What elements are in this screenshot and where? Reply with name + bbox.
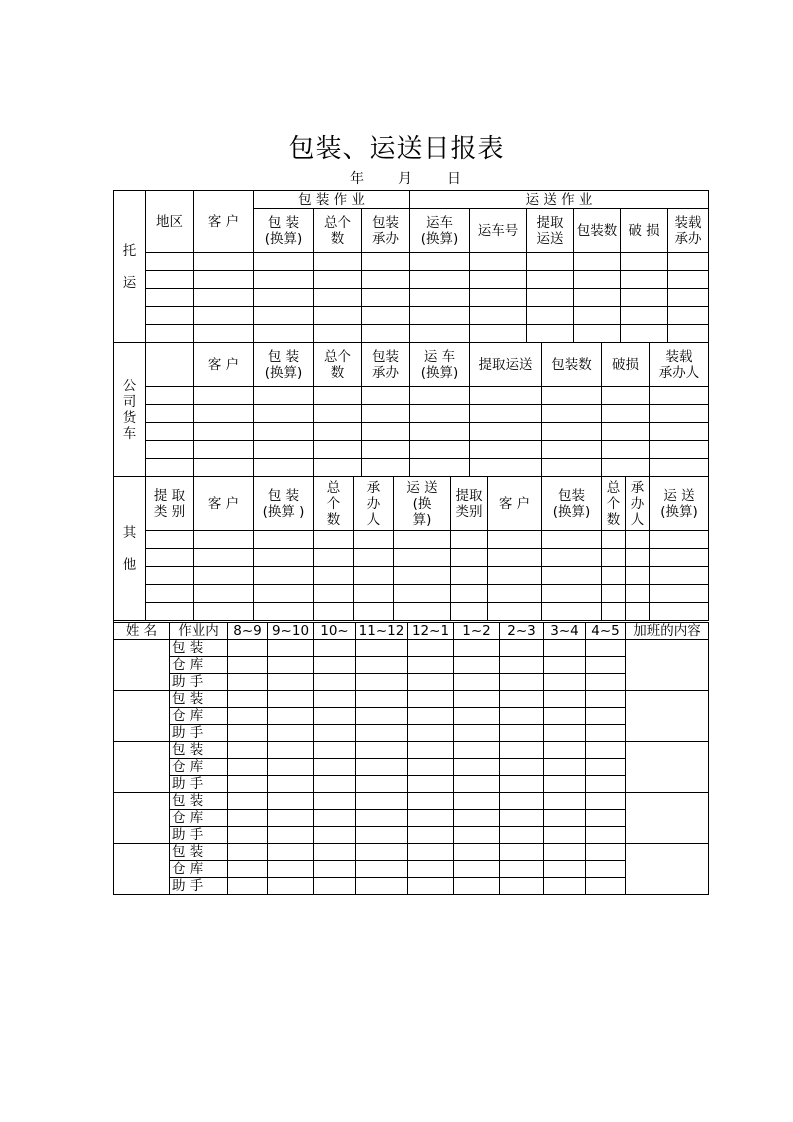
hour-cell bbox=[586, 657, 626, 674]
hour-cell bbox=[408, 725, 454, 742]
table-row bbox=[114, 289, 709, 307]
hour-cell bbox=[268, 691, 314, 708]
hour-cell bbox=[586, 878, 626, 895]
hour-cell bbox=[454, 640, 500, 657]
table-row bbox=[114, 585, 709, 603]
hour-cell bbox=[268, 742, 314, 759]
hour-cell bbox=[356, 725, 408, 742]
table-row bbox=[114, 271, 709, 289]
hour-cell bbox=[500, 640, 544, 657]
header-packing-converted-2: 包装 (换算) bbox=[542, 477, 602, 531]
header-hour-10: 10~ bbox=[314, 623, 356, 640]
hour-cell bbox=[454, 708, 500, 725]
hour-cell bbox=[408, 878, 454, 895]
table-row bbox=[114, 405, 709, 423]
hour-cell bbox=[268, 759, 314, 776]
header-overtime-content: 加班的内容 bbox=[626, 623, 709, 640]
hour-cell bbox=[408, 657, 454, 674]
hour-cell bbox=[454, 657, 500, 674]
staff-task-row bbox=[114, 793, 709, 810]
hour-cell bbox=[408, 674, 454, 691]
hour-cell bbox=[356, 708, 408, 725]
staff-task-row bbox=[114, 657, 709, 674]
hour-cell bbox=[228, 793, 268, 810]
hour-cell bbox=[408, 742, 454, 759]
staff-name-cell bbox=[114, 640, 170, 691]
header-total-count-2: 总 个 数 bbox=[602, 477, 626, 531]
hour-cell bbox=[586, 759, 626, 776]
header-hour-11-12: 11~12 bbox=[356, 623, 408, 640]
hour-cell bbox=[228, 759, 268, 776]
hour-cell bbox=[356, 691, 408, 708]
hour-cell bbox=[268, 640, 314, 657]
staff-task-row bbox=[114, 674, 709, 691]
hour-cell bbox=[356, 878, 408, 895]
hour-cell bbox=[408, 708, 454, 725]
hour-cell bbox=[228, 742, 268, 759]
group-shipping-work: 运 送 作 业 bbox=[410, 191, 709, 209]
hour-cell bbox=[500, 878, 544, 895]
header-handler: 承 办 人 bbox=[354, 477, 394, 531]
hour-cell bbox=[228, 878, 268, 895]
table-row bbox=[114, 325, 709, 343]
header-packing-handler: 包装 承办 bbox=[362, 209, 410, 253]
table-row bbox=[114, 253, 709, 271]
hour-cell bbox=[356, 742, 408, 759]
hour-cell bbox=[586, 827, 626, 844]
hour-cell bbox=[544, 878, 586, 895]
hour-cell bbox=[454, 674, 500, 691]
header-packing-handler: 包装 承办 bbox=[362, 343, 410, 387]
header-hour-8-9: 8~9 bbox=[228, 623, 268, 640]
hour-cell bbox=[268, 725, 314, 742]
header-customer: 客 户 bbox=[194, 343, 254, 387]
hour-cell bbox=[408, 691, 454, 708]
staff-hours-table bbox=[113, 622, 709, 895]
hour-cell bbox=[408, 793, 454, 810]
hour-cell bbox=[314, 640, 356, 657]
hour-cell bbox=[544, 725, 586, 742]
staff-task-row bbox=[114, 844, 709, 861]
hour-cell bbox=[500, 691, 544, 708]
header-customer-2: 客 户 bbox=[488, 477, 542, 531]
header-hour-3-4: 3~4 bbox=[544, 623, 586, 640]
hour-cell bbox=[314, 657, 356, 674]
staff-task-label: 仓 库 bbox=[170, 759, 228, 776]
consignment-table bbox=[113, 190, 709, 343]
hour-cell bbox=[586, 776, 626, 793]
hour-cell bbox=[356, 776, 408, 793]
header-pickup-type: 提 取 类 别 bbox=[146, 477, 194, 531]
hour-cell bbox=[544, 708, 586, 725]
overtime-cell bbox=[626, 691, 709, 742]
staff-task-label: 助 手 bbox=[170, 674, 228, 691]
hour-cell bbox=[314, 674, 356, 691]
hour-cell bbox=[314, 691, 356, 708]
hour-cell bbox=[356, 759, 408, 776]
header-total-count: 总个 数 bbox=[314, 209, 362, 253]
hour-cell bbox=[586, 810, 626, 827]
hour-cell bbox=[356, 827, 408, 844]
header-hour-1-2: 1~2 bbox=[454, 623, 500, 640]
staff-name-cell bbox=[114, 742, 170, 793]
hour-cell bbox=[544, 691, 586, 708]
hour-cell bbox=[454, 742, 500, 759]
staff-task-row bbox=[114, 640, 709, 657]
hour-cell bbox=[500, 708, 544, 725]
hour-cell bbox=[500, 657, 544, 674]
header-truck-number: 运车号 bbox=[470, 209, 527, 253]
hour-cell bbox=[356, 674, 408, 691]
hour-cell bbox=[268, 844, 314, 861]
report-title: 包装、运送日报表 bbox=[288, 134, 505, 164]
header-customer: 客 户 bbox=[194, 477, 254, 531]
header-shipping-converted: 运 送 (换 算) bbox=[394, 477, 451, 531]
hour-cell bbox=[454, 691, 500, 708]
table-row bbox=[114, 459, 709, 477]
hour-cell bbox=[228, 708, 268, 725]
hour-cell bbox=[228, 827, 268, 844]
hour-cell bbox=[268, 827, 314, 844]
staff-task-label: 包 装 bbox=[170, 742, 228, 759]
staff-task-label: 包 装 bbox=[170, 844, 228, 861]
hour-cell bbox=[500, 759, 544, 776]
hour-cell bbox=[408, 776, 454, 793]
staff-task-label: 仓 库 bbox=[170, 708, 228, 725]
staff-task-label: 助 手 bbox=[170, 725, 228, 742]
staff-name-cell bbox=[114, 793, 170, 844]
hour-cell bbox=[586, 708, 626, 725]
hour-cell bbox=[314, 793, 356, 810]
header-task: 作业内 bbox=[170, 623, 228, 640]
hour-cell bbox=[454, 810, 500, 827]
hour-cell bbox=[356, 640, 408, 657]
hour-cell bbox=[544, 759, 586, 776]
section-label-consignment: 托 运 bbox=[114, 191, 146, 343]
hour-cell bbox=[408, 844, 454, 861]
date-day: 日 bbox=[447, 171, 461, 187]
hour-cell bbox=[268, 810, 314, 827]
hour-cell bbox=[228, 691, 268, 708]
header-truck-converted: 运 车 (换算) bbox=[410, 343, 470, 387]
staff-task-label: 助 手 bbox=[170, 827, 228, 844]
hour-cell bbox=[268, 657, 314, 674]
hour-cell bbox=[586, 844, 626, 861]
header-hour-4-5: 4~5 bbox=[586, 623, 626, 640]
header-loading-handler: 装载 承办人 bbox=[650, 343, 709, 387]
header-packing-converted: 包 装 (换算 ) bbox=[254, 477, 314, 531]
hour-cell bbox=[228, 674, 268, 691]
staff-task-label: 包 装 bbox=[170, 691, 228, 708]
staff-task-row bbox=[114, 776, 709, 793]
hour-cell bbox=[268, 878, 314, 895]
hour-cell bbox=[314, 861, 356, 878]
hour-cell bbox=[500, 725, 544, 742]
header-hour-2-3: 2~3 bbox=[500, 623, 544, 640]
header-package-count: 包装数 bbox=[574, 209, 621, 253]
header-pickup-type-2: 提取 类别 bbox=[451, 477, 488, 531]
hour-cell bbox=[268, 708, 314, 725]
hour-cell bbox=[228, 861, 268, 878]
hour-cell bbox=[314, 708, 356, 725]
hour-cell bbox=[500, 674, 544, 691]
header-package-count: 包装数 bbox=[542, 343, 602, 387]
staff-body bbox=[114, 640, 709, 895]
hour-cell bbox=[544, 861, 586, 878]
hour-cell bbox=[356, 810, 408, 827]
hour-cell bbox=[454, 776, 500, 793]
hour-cell bbox=[500, 742, 544, 759]
hour-cell bbox=[314, 742, 356, 759]
table-row bbox=[114, 567, 709, 585]
hour-cell bbox=[454, 725, 500, 742]
section-label-other: 其 他 bbox=[114, 477, 146, 621]
header-pickup-delivery: 提取运送 bbox=[470, 343, 542, 387]
hour-cell bbox=[500, 861, 544, 878]
header-packing-converted: 包 装 (换算) bbox=[254, 343, 314, 387]
staff-task-label: 仓 库 bbox=[170, 810, 228, 827]
hour-cell bbox=[586, 742, 626, 759]
table-row bbox=[114, 307, 709, 325]
staff-task-row bbox=[114, 725, 709, 742]
staff-task-row bbox=[114, 708, 709, 725]
hour-cell bbox=[314, 759, 356, 776]
hour-cell bbox=[268, 674, 314, 691]
hour-cell bbox=[586, 725, 626, 742]
hour-cell bbox=[314, 844, 356, 861]
hour-cell bbox=[500, 844, 544, 861]
hour-cell bbox=[586, 793, 626, 810]
hour-cell bbox=[314, 878, 356, 895]
hour-cell bbox=[500, 776, 544, 793]
header-customer: 客 户 bbox=[194, 191, 254, 253]
hour-cell bbox=[228, 725, 268, 742]
overtime-cell bbox=[626, 844, 709, 895]
staff-task-row bbox=[114, 878, 709, 895]
hour-cell bbox=[544, 776, 586, 793]
table-row bbox=[114, 603, 709, 621]
date-year: 年 bbox=[350, 171, 364, 187]
staff-task-label: 仓 库 bbox=[170, 657, 228, 674]
hour-cell bbox=[586, 674, 626, 691]
hour-cell bbox=[408, 827, 454, 844]
hour-cell bbox=[356, 844, 408, 861]
section-label-company-truck: 公 司 货 车 bbox=[114, 343, 146, 477]
overtime-cell bbox=[626, 793, 709, 844]
header-name: 姓 名 bbox=[114, 623, 170, 640]
hour-cell bbox=[268, 861, 314, 878]
hour-cell bbox=[544, 657, 586, 674]
hour-cell bbox=[228, 640, 268, 657]
staff-task-row bbox=[114, 759, 709, 776]
hour-cell bbox=[544, 742, 586, 759]
hour-cell bbox=[314, 776, 356, 793]
hour-cell bbox=[544, 844, 586, 861]
hour-cell bbox=[586, 691, 626, 708]
staff-task-label: 助 手 bbox=[170, 878, 228, 895]
header-handler-2: 承 办 人 bbox=[626, 477, 650, 531]
hour-cell bbox=[454, 793, 500, 810]
hour-cell bbox=[454, 844, 500, 861]
header-shipping-converted-2: 运 送 (换算) bbox=[650, 477, 709, 531]
hour-cell bbox=[228, 810, 268, 827]
staff-task-row bbox=[114, 861, 709, 878]
header-region: 地区 bbox=[146, 191, 194, 253]
company-truck-table bbox=[113, 342, 709, 477]
date-month: 月 bbox=[398, 171, 412, 187]
hour-cell bbox=[500, 793, 544, 810]
table-row bbox=[114, 423, 709, 441]
header-hour-9-10: 9~10 bbox=[268, 623, 314, 640]
hour-cell bbox=[454, 759, 500, 776]
hour-cell bbox=[544, 674, 586, 691]
header-loading-handler: 装载 承办 bbox=[668, 209, 709, 253]
table-row bbox=[114, 387, 709, 405]
hour-cell bbox=[408, 861, 454, 878]
hour-cell bbox=[356, 793, 408, 810]
other-table bbox=[113, 476, 709, 621]
table-row bbox=[114, 531, 709, 549]
hour-cell bbox=[500, 810, 544, 827]
staff-task-label: 包 装 bbox=[170, 793, 228, 810]
hour-cell bbox=[544, 793, 586, 810]
group-packing-work: 包 装 作 业 bbox=[254, 191, 410, 209]
overtime-cell bbox=[626, 742, 709, 793]
hour-cell bbox=[228, 657, 268, 674]
staff-header-row bbox=[114, 623, 709, 640]
overtime-cell bbox=[626, 640, 709, 691]
hour-cell bbox=[268, 776, 314, 793]
staff-name-cell bbox=[114, 844, 170, 895]
hour-cell bbox=[356, 657, 408, 674]
hour-cell bbox=[228, 776, 268, 793]
hour-cell bbox=[586, 640, 626, 657]
header-total-count: 总 个 数 bbox=[314, 477, 354, 531]
staff-task-label: 助 手 bbox=[170, 776, 228, 793]
hour-cell bbox=[268, 793, 314, 810]
hour-cell bbox=[544, 827, 586, 844]
hour-cell bbox=[500, 827, 544, 844]
header-truck-converted: 运车 (换算) bbox=[410, 209, 470, 253]
header-total-count: 总个 数 bbox=[314, 343, 362, 387]
hour-cell bbox=[314, 810, 356, 827]
table-row bbox=[114, 549, 709, 567]
hour-cell bbox=[408, 759, 454, 776]
header-damage: 破损 bbox=[602, 343, 650, 387]
hour-cell bbox=[314, 827, 356, 844]
hour-cell bbox=[454, 861, 500, 878]
hour-cell bbox=[454, 878, 500, 895]
staff-name-cell bbox=[114, 691, 170, 742]
staff-task-label: 仓 库 bbox=[170, 861, 228, 878]
hour-cell bbox=[408, 640, 454, 657]
hour-cell bbox=[586, 861, 626, 878]
hour-cell bbox=[544, 810, 586, 827]
hour-cell bbox=[356, 861, 408, 878]
hour-cell bbox=[408, 810, 454, 827]
header-damage: 破 损 bbox=[621, 209, 668, 253]
header-pickup-delivery: 提取 运送 bbox=[527, 209, 574, 253]
header-hour-12-1: 12~1 bbox=[408, 623, 454, 640]
staff-task-row bbox=[114, 742, 709, 759]
staff-task-row bbox=[114, 810, 709, 827]
staff-task-row bbox=[114, 827, 709, 844]
staff-task-label: 包 装 bbox=[170, 640, 228, 657]
staff-task-row bbox=[114, 691, 709, 708]
table-row bbox=[114, 441, 709, 459]
hour-cell bbox=[544, 640, 586, 657]
hour-cell bbox=[314, 725, 356, 742]
hour-cell bbox=[228, 844, 268, 861]
hour-cell bbox=[454, 827, 500, 844]
header-packing-converted: 包 装 (换算) bbox=[254, 209, 314, 253]
